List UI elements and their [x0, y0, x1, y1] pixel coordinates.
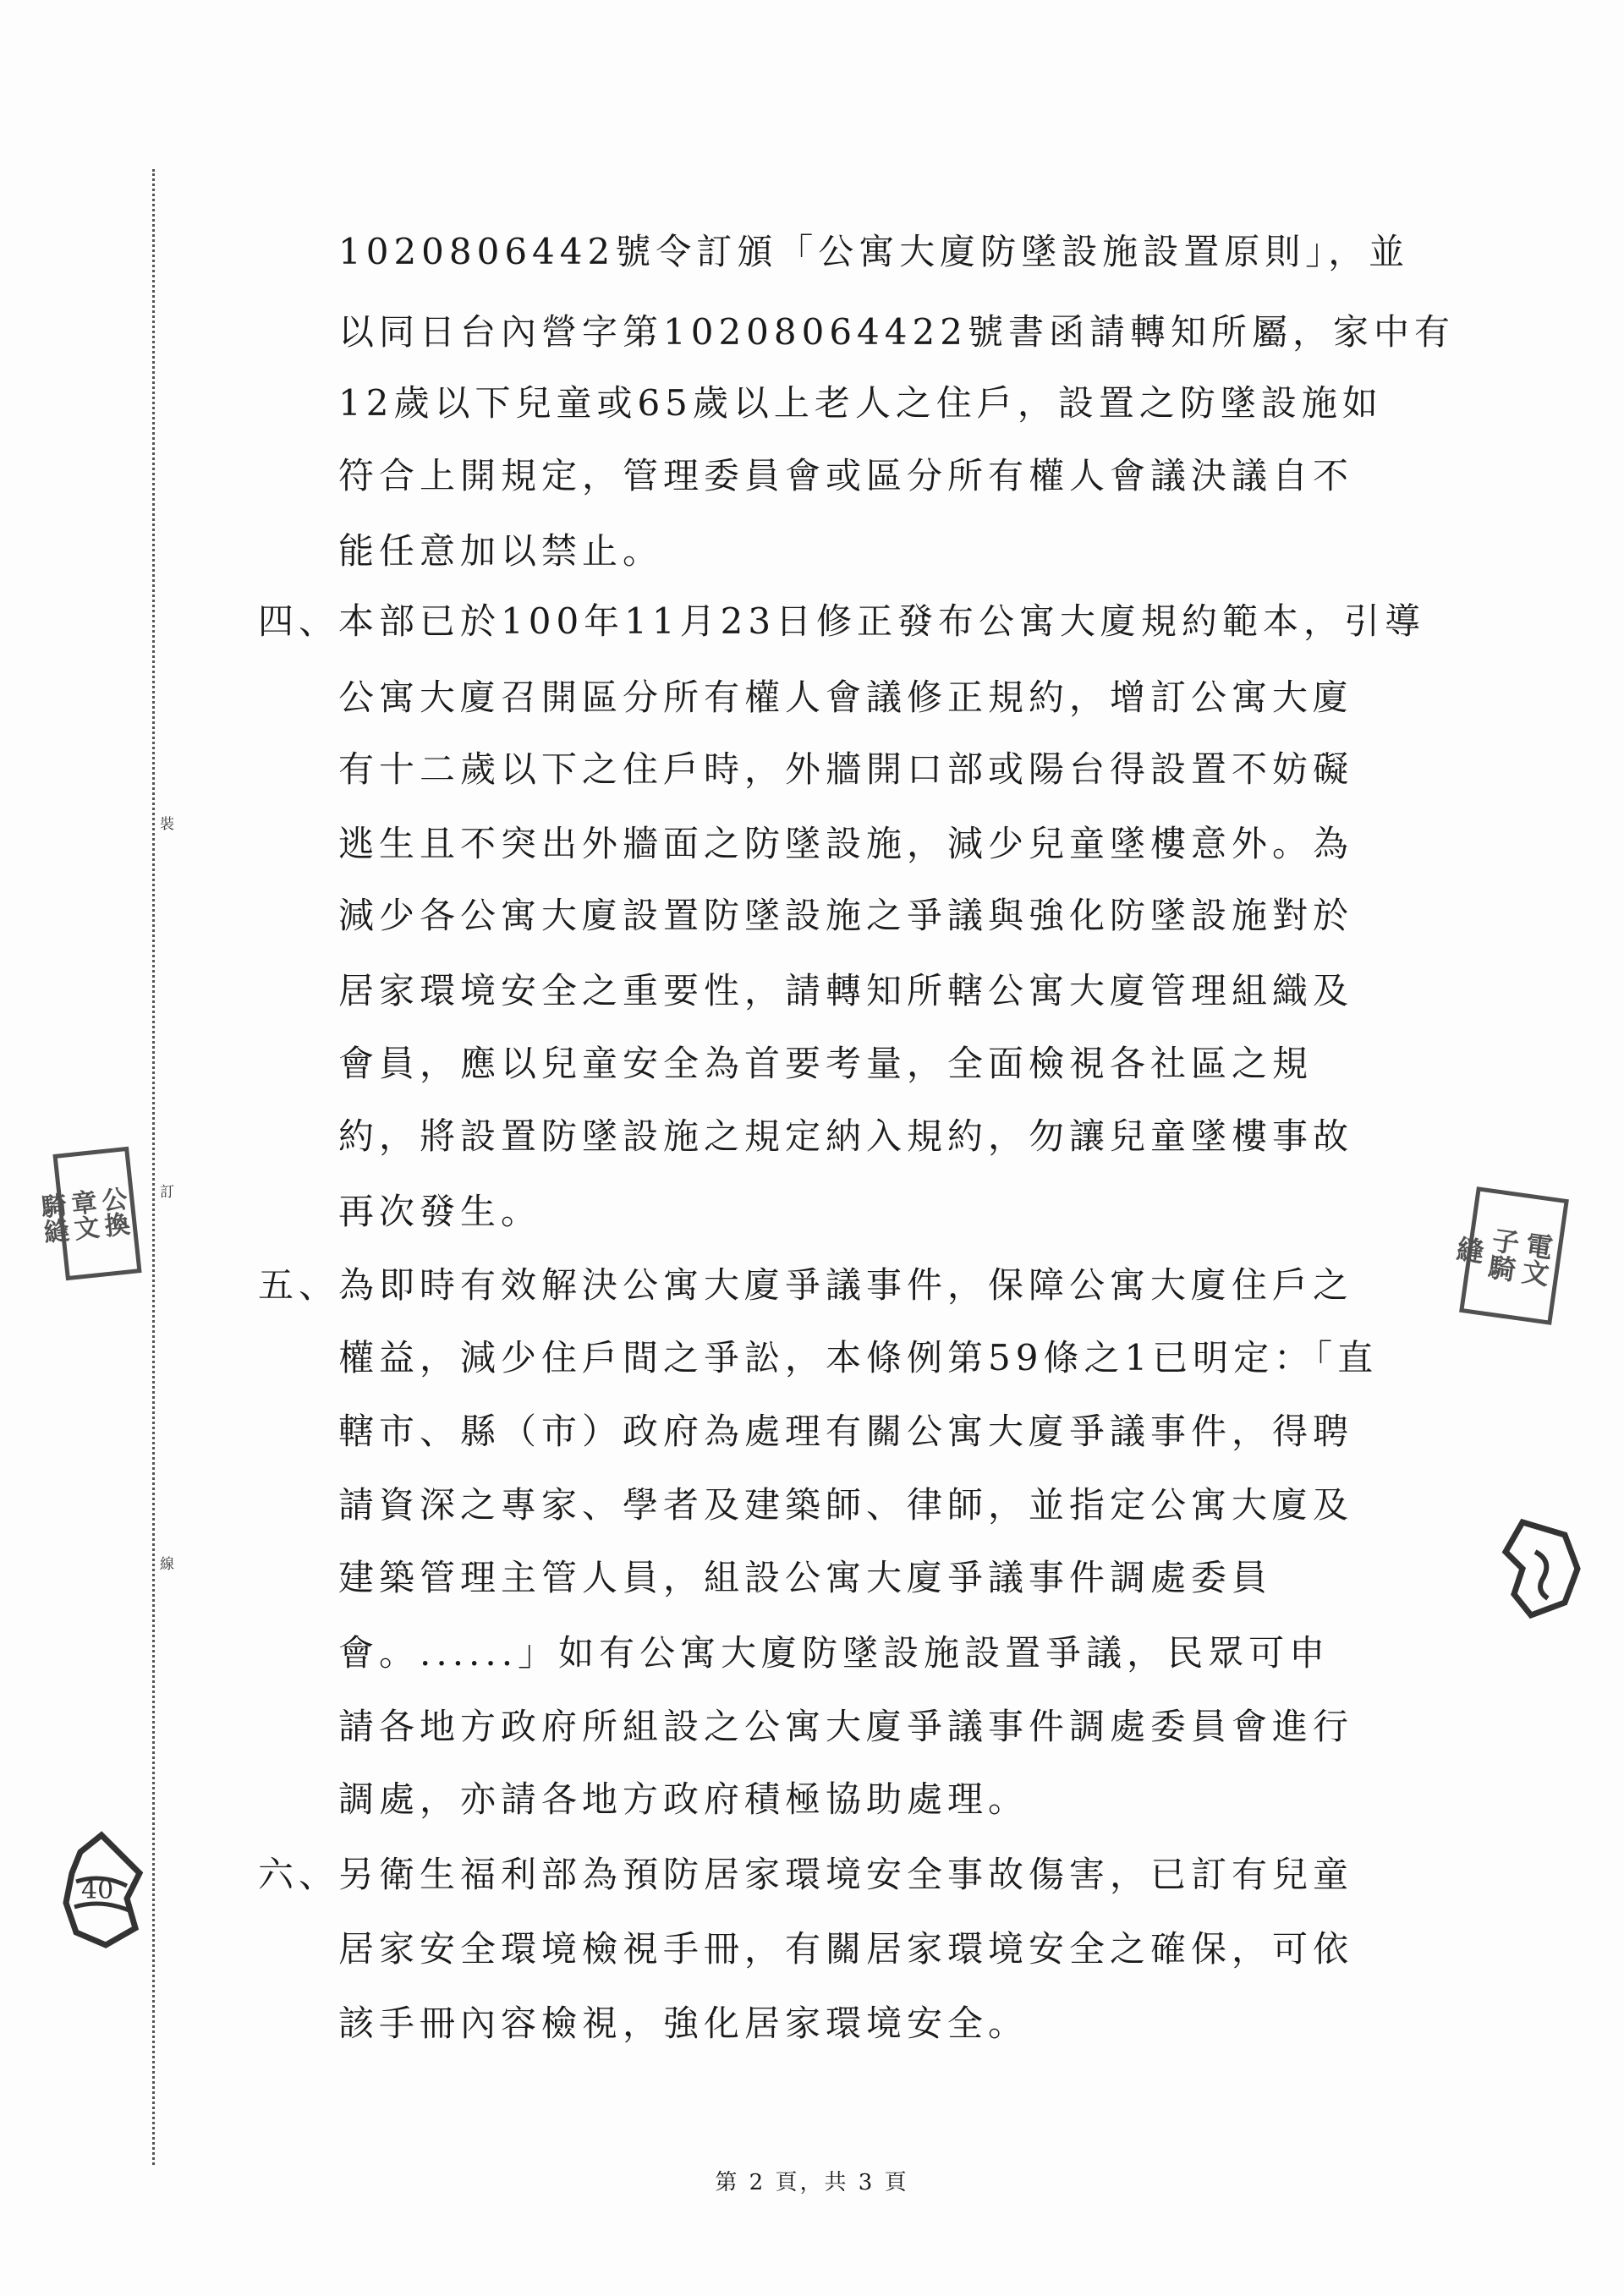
item-marker: 四、	[258, 600, 340, 642]
body-line: 12歲以下兒童或65歲以上老人之住戶，設置之防墜設施如	[338, 382, 1383, 424]
body-line: 符合上開規定，管理委員會或區分所有權人會議決議自不	[338, 455, 1354, 496]
body-line: 為即時有效解決公寓大廈爭議事件，保障公寓大廈住戶之	[338, 1264, 1354, 1306]
seam-stamp-left: 公換 章文 騎縫	[52, 1147, 141, 1281]
seam-stamp-right: 電文 子騎 縫	[1459, 1186, 1569, 1325]
body-line: 能任意加以禁止。	[338, 530, 664, 572]
body-line: 會。......」如有公寓大廈防墜設施設置爭議，民眾可申	[338, 1632, 1330, 1674]
body-line: 以同日台內營字第10208064422號書函請轉知所屬，家中有	[338, 311, 1455, 353]
body-line: 有十二歲以下之住戶時，外牆開口部或陽台得設置不妨礙	[338, 748, 1354, 790]
page-seal-icon	[59, 1831, 144, 1949]
body-line: 建築管理主管人員，組設公寓大廈爭議事件調處委員	[338, 1557, 1273, 1598]
body-line: 調處，亦請各地方政府積極協助處理。	[338, 1778, 1029, 1820]
body-line: 減少各公寓大廈設置防墜設施之爭議與強化防墜設施對於	[338, 895, 1354, 936]
body-line: 該手冊內容檢視，強化居家環境安全。	[338, 2003, 1029, 2044]
binding-label-zhuang: 裝	[160, 816, 174, 833]
body-line: 約，將設置防墜設施之規定納入規約，勿讓兒童墜樓事故	[338, 1115, 1354, 1157]
body-line: 居家安全環境檢視手冊，有關居家環境安全之確保，可依	[338, 1928, 1354, 1970]
body-line: 請各地方政府所組設之公寓大廈爭議事件調處委員會進行	[338, 1706, 1354, 1747]
body-line: 轄市、縣（市）政府為處理有關公寓大廈爭議事件，得聘	[338, 1411, 1354, 1452]
body-line: 會員，應以兒童安全為首要考量，全面檢視各社區之規	[338, 1043, 1314, 1084]
body-line: 居家環境安全之重要性，請轉知所轄公寓大廈管理組織及	[338, 970, 1354, 1011]
item-marker: 六、	[258, 1854, 340, 1895]
binding-label-ding: 訂	[160, 1184, 174, 1201]
binding-margin-line	[152, 169, 155, 2165]
partial-seal-icon	[1497, 1518, 1582, 1619]
body-line: 權益，減少住戶間之爭訟，本條例第59條之1已明定：「直	[338, 1337, 1379, 1378]
body-line: 公寓大廈召開區分所有權人會議修正規約，增訂公寓大廈	[338, 677, 1354, 718]
body-line: 本部已於100年11月23日修正發布公寓大廈規約範本，引導	[338, 600, 1426, 642]
page-footer: 第 2 頁，共 3 頁	[715, 2170, 909, 2195]
body-line: 逃生且不突出外牆面之防墜設施，減少兒童墜樓意外。為	[338, 823, 1354, 864]
body-line: 1020806442號令訂頒「公寓大廈防墜設施設置原則」，並	[338, 231, 1410, 272]
body-line: 再次發生。	[338, 1191, 542, 1232]
body-line: 請資深之專家、學者及建築師、律師，並指定公寓大廈及	[338, 1484, 1354, 1526]
item-marker: 五、	[258, 1264, 340, 1306]
binding-label-xian: 線	[160, 1556, 174, 1573]
svg-text:40: 40	[81, 1876, 114, 1905]
body-line: 另衛生福利部為預防居家環境安全事故傷害，已訂有兒童	[338, 1854, 1354, 1895]
